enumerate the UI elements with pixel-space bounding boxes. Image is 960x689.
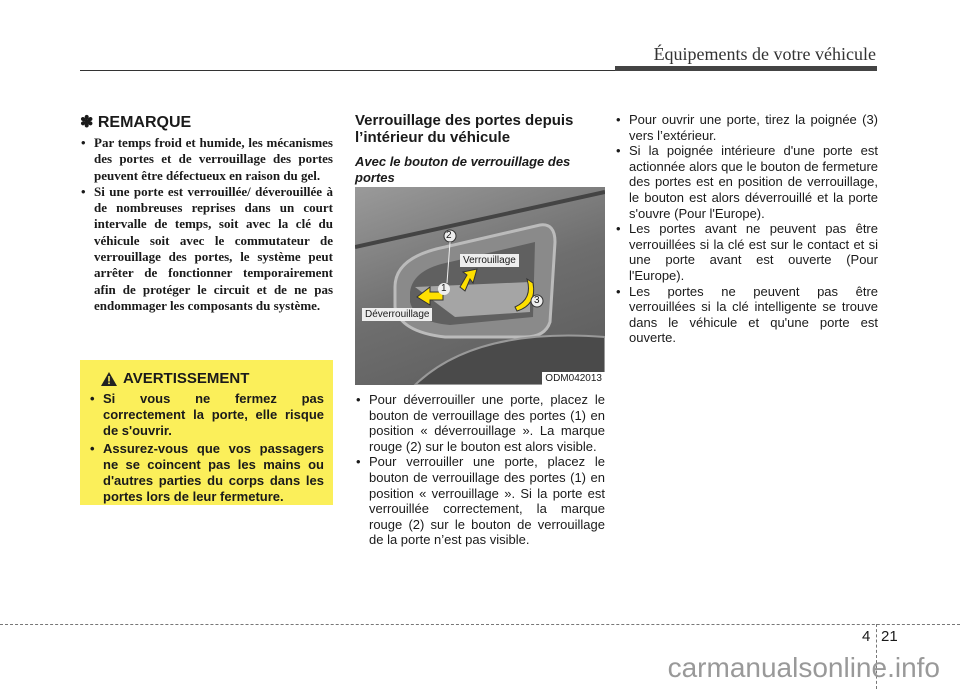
callout-2: 2 xyxy=(446,230,452,241)
footer-rule xyxy=(0,624,960,625)
door-lock-illustration xyxy=(355,187,605,385)
section-subtitle: Avec le bouton de verrouillage des portes xyxy=(355,154,571,185)
instruction-item: • Les portes ne peuvent pas être verrouillées si la clé intelligente se trouve dans le véhicule et qu'une porte est ouverte. xyxy=(615,284,878,346)
page-header-title: Équipements de votre véhicule xyxy=(653,44,876,64)
section-title: Verrouillage des portes depuis l’intérieur du véhicule xyxy=(355,112,574,146)
remarque-item: • Par temps froid et humide, les mécanismes des portes et de verrouillage des portes peuvent être défectueux en raison du gel. xyxy=(80,135,333,184)
callout-1: 1 xyxy=(441,283,447,294)
remarque-note xyxy=(80,112,333,314)
warning-box xyxy=(80,360,333,505)
warning-item: • Si vous ne fermez pas correctement la porte, elle risque de s'ouvrir. xyxy=(89,391,324,439)
instruction-item: • Pour verrouiller une porte, placez le bouton de verrouillage des portes (1) en position « verrouillage ». Si la porte est verrouillée correctement, la marque rouge (2) sur le bouton de verrouillage de la porte n’est pas visible. xyxy=(355,454,605,548)
page-number: 21 xyxy=(881,628,898,645)
instruction-item: • Pour ouvrir une porte, tirez la poignée (3) vers l’extérieur. xyxy=(615,112,878,143)
instruction-item: • Les portes avant ne peuvent pas être verrouillées si la clé est sur le contact et si une porte avant est ouverte (Pour l'Europe). xyxy=(615,221,878,283)
middle-instructions xyxy=(355,392,605,548)
instruction-item: • Si la poignée intérieure d'une porte est actionnée alors que le bouton de fermeture des portes est en position de verrouillage, le bouton est alors déverrouillé et la porte s'ouvre (Pour l'Europe). xyxy=(615,143,878,221)
right-instructions xyxy=(615,112,878,346)
header-rule xyxy=(80,70,617,71)
instruction-item: • Pour déverrouiller une porte, placez le bouton de verrouillage des portes (1) en position « déverrouillage ». La marque rouge (2) sur le bouton est alors visible. xyxy=(355,392,605,454)
warning-title: AVERTISSEMENT xyxy=(123,370,250,387)
door-handle-drawing xyxy=(355,187,605,385)
callout-3: 3 xyxy=(534,295,540,306)
label-verrouillage: Verrouillage xyxy=(460,254,519,267)
section-heading xyxy=(355,112,605,186)
remarque-title: ✽ REMARQUE xyxy=(80,114,192,131)
figure-code: ODM042013 xyxy=(542,372,605,385)
watermark: carmanualsonline.info xyxy=(667,652,940,683)
chapter-number: 4 xyxy=(862,628,871,645)
header-bar xyxy=(615,66,877,71)
warning-icon xyxy=(101,372,117,386)
remarque-item: • Si une porte est verrouillée/ déverouillée à de nombreuses reprises dans un court intervalle de temps, soit avec la clé du véhicule soit avec le commutateur de verrouillage des portes, le système peut arrêter de fonctionner temporairement afin de protéger le circuit et de ne pas endommager les composants du système. xyxy=(80,184,333,314)
label-deverrouillage: Déverrouillage xyxy=(362,308,432,321)
warning-item: • Assurez-vous que vos passagers ne se coincent pas les mains ou d'autres parties du corps dans les portes lors de leur fermeture. xyxy=(89,441,324,505)
